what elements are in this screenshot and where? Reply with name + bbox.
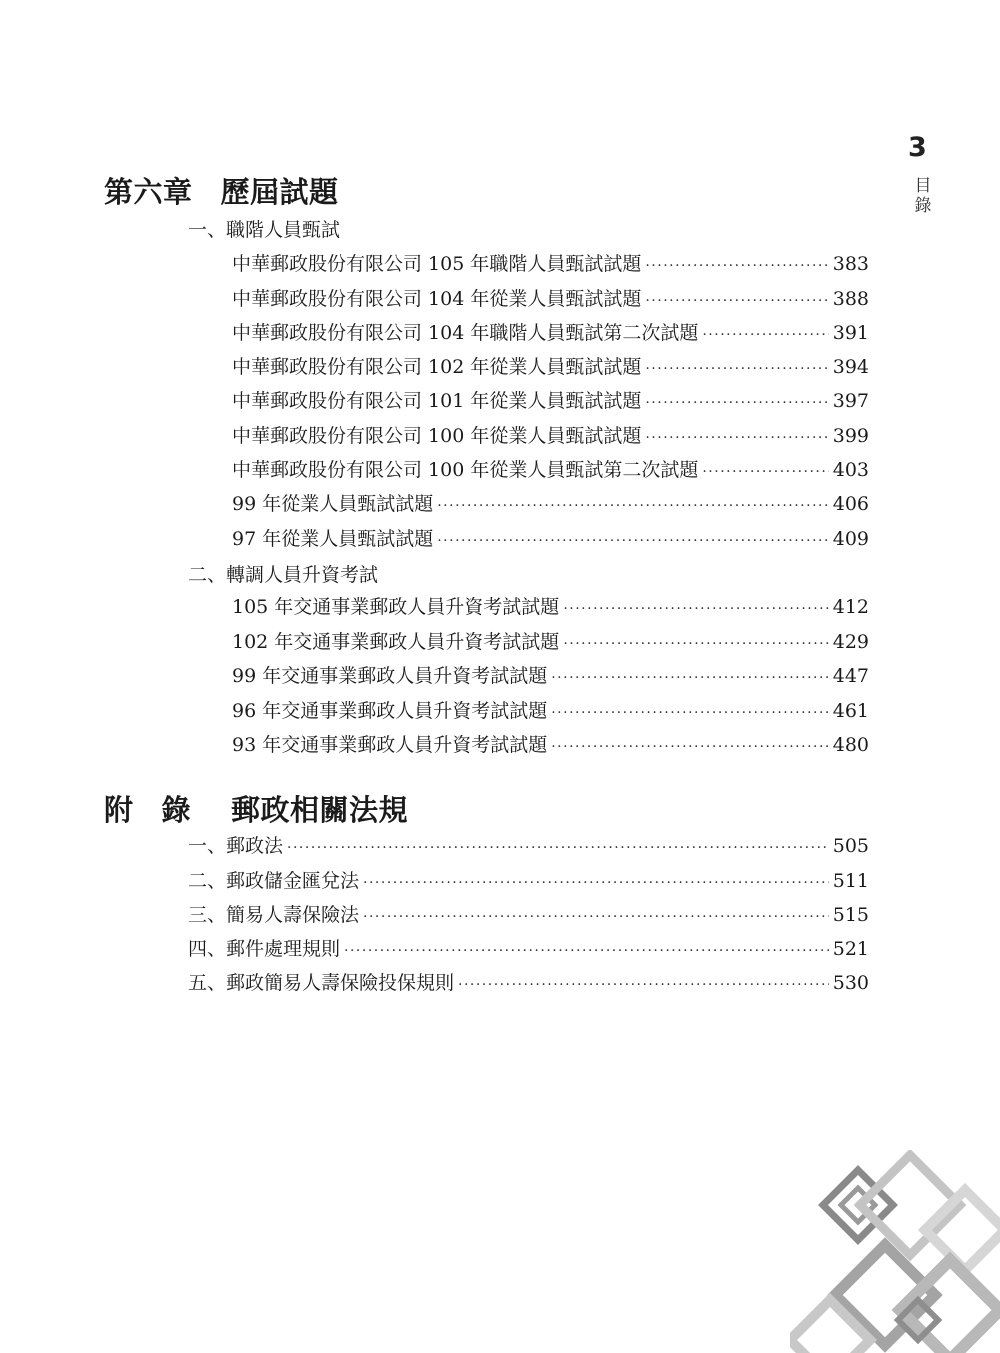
leader-dots [645, 423, 828, 453]
toc-entry[interactable] [232, 352, 869, 382]
toc-entry-page: 505 [832, 835, 869, 857]
chapter-6-number: 第六章 [104, 175, 193, 209]
leader-dots [458, 970, 829, 1000]
leader-dots [551, 698, 829, 728]
toc-entry-title: 99 年交通事業郵政人員升資考試試題 [232, 665, 548, 687]
toc-entry[interactable] [232, 696, 869, 726]
toc-entry[interactable] [232, 627, 869, 657]
toc-entry[interactable] [188, 831, 869, 861]
toc-entry-page: 399 [832, 425, 869, 447]
leader-dots [645, 286, 828, 316]
toc-entry-page: 397 [832, 390, 869, 412]
section-heading: 一、職階人員甄試 [188, 219, 341, 241]
side-label-char: 錄 [914, 196, 932, 216]
leader-dots [645, 251, 828, 281]
section-heading: 二、轉調人員升資考試 [188, 564, 379, 586]
leader-dots [563, 629, 828, 659]
leader-dots [287, 833, 829, 863]
toc-entry-title: 中華郵政股份有限公司 100 年從業人員甄試試題 [232, 425, 642, 447]
toc-entry[interactable] [188, 900, 869, 930]
leader-dots [437, 491, 829, 521]
toc-entry-page: 403 [832, 459, 869, 481]
toc-entry-title: 中華郵政股份有限公司 100 年從業人員甄試第二次試題 [232, 459, 699, 481]
toc-entry[interactable] [188, 968, 869, 998]
toc-entry[interactable] [232, 661, 869, 691]
toc-entry-page: 480 [832, 734, 869, 756]
toc-entry-page: 447 [832, 665, 869, 687]
appendix-label-1: 附 [104, 793, 134, 827]
leader-dots [563, 594, 828, 624]
toc-entry[interactable] [232, 386, 869, 416]
appendix-heading [104, 790, 804, 830]
toc-entry[interactable] [232, 455, 869, 485]
toc-entry-page: 521 [832, 938, 869, 960]
side-label-contents [911, 176, 935, 216]
leader-dots [702, 320, 828, 350]
toc-entry-title: 96 年交通事業郵政人員升資考試試題 [232, 700, 548, 722]
toc-entry[interactable] [188, 934, 869, 964]
appendix-label-2: 錄 [161, 793, 192, 827]
toc-entry-title: 中華郵政股份有限公司 104 年職階人員甄試第二次試題 [232, 322, 699, 344]
toc-entry[interactable] [232, 524, 869, 554]
toc-entry-title: 105 年交通事業郵政人員升資考試試題 [232, 596, 560, 618]
toc-entry-page: 394 [832, 356, 869, 378]
toc-entry-title: 97 年從業人員甄試試題 [232, 528, 434, 550]
toc-entry-title: 四、郵件處理規則 [188, 938, 341, 960]
toc-entry-page: 409 [832, 528, 869, 550]
leader-dots [551, 732, 829, 762]
toc-entry-page: 388 [832, 288, 869, 310]
leader-dots [645, 388, 828, 418]
toc-entry-page: 530 [832, 972, 869, 994]
toc-entry-title: 三、簡易人壽保險法 [188, 904, 360, 926]
chapter-6-title: 歷屆試題 [220, 175, 339, 209]
toc-entry[interactable] [232, 249, 869, 279]
toc-entry-page: 429 [832, 631, 869, 653]
toc-entry-title: 中華郵政股份有限公司 105 年職階人員甄試試題 [232, 253, 642, 275]
side-label-char: 目 [914, 176, 932, 196]
diamond-shape [790, 1300, 870, 1353]
appendix-title: 郵政相關法規 [231, 793, 409, 827]
leader-dots [551, 663, 829, 693]
leader-dots [363, 902, 829, 932]
toc-entry[interactable] [232, 284, 869, 314]
toc-entry-page: 406 [832, 493, 869, 515]
leader-dots [437, 526, 829, 556]
decorative-diamond-pattern [790, 1150, 1000, 1353]
leader-dots [702, 457, 828, 487]
toc-entry[interactable] [188, 866, 869, 896]
toc-entry-title: 五、郵政簡易人壽保險投保規則 [188, 972, 455, 994]
toc-entry[interactable] [232, 730, 869, 760]
toc-entry-title: 中華郵政股份有限公司 102 年從業人員甄試試題 [232, 356, 642, 378]
toc-entry-page: 383 [832, 253, 869, 275]
toc-entry-page: 412 [832, 596, 869, 618]
leader-dots [363, 868, 829, 898]
leader-dots [344, 936, 829, 966]
toc-entry-title: 中華郵政股份有限公司 101 年從業人員甄試試題 [232, 390, 642, 412]
toc-entry[interactable] [232, 489, 869, 519]
toc-entry-title: 93 年交通事業郵政人員升資考試試題 [232, 734, 548, 756]
toc-entry[interactable] [232, 421, 869, 451]
toc-entry-title: 一、郵政法 [188, 835, 284, 857]
toc-entry[interactable] [232, 592, 869, 622]
toc-entry[interactable] [232, 318, 869, 348]
chapter-6-heading [104, 172, 804, 212]
leader-dots [645, 354, 828, 384]
toc-entry-page: 515 [832, 904, 869, 926]
toc-entry-page: 391 [832, 322, 869, 344]
toc-entry-title: 99 年從業人員甄試試題 [232, 493, 434, 515]
toc-entry-page: 511 [832, 870, 869, 892]
toc-entry-title: 二、郵政儲金匯兌法 [188, 870, 360, 892]
page-number: 3 [908, 132, 927, 163]
toc-entry-page: 461 [832, 700, 869, 722]
toc-entry-title: 中華郵政股份有限公司 104 年從業人員甄試試題 [232, 288, 642, 310]
toc-entry-title: 102 年交通事業郵政人員升資考試試題 [232, 631, 560, 653]
